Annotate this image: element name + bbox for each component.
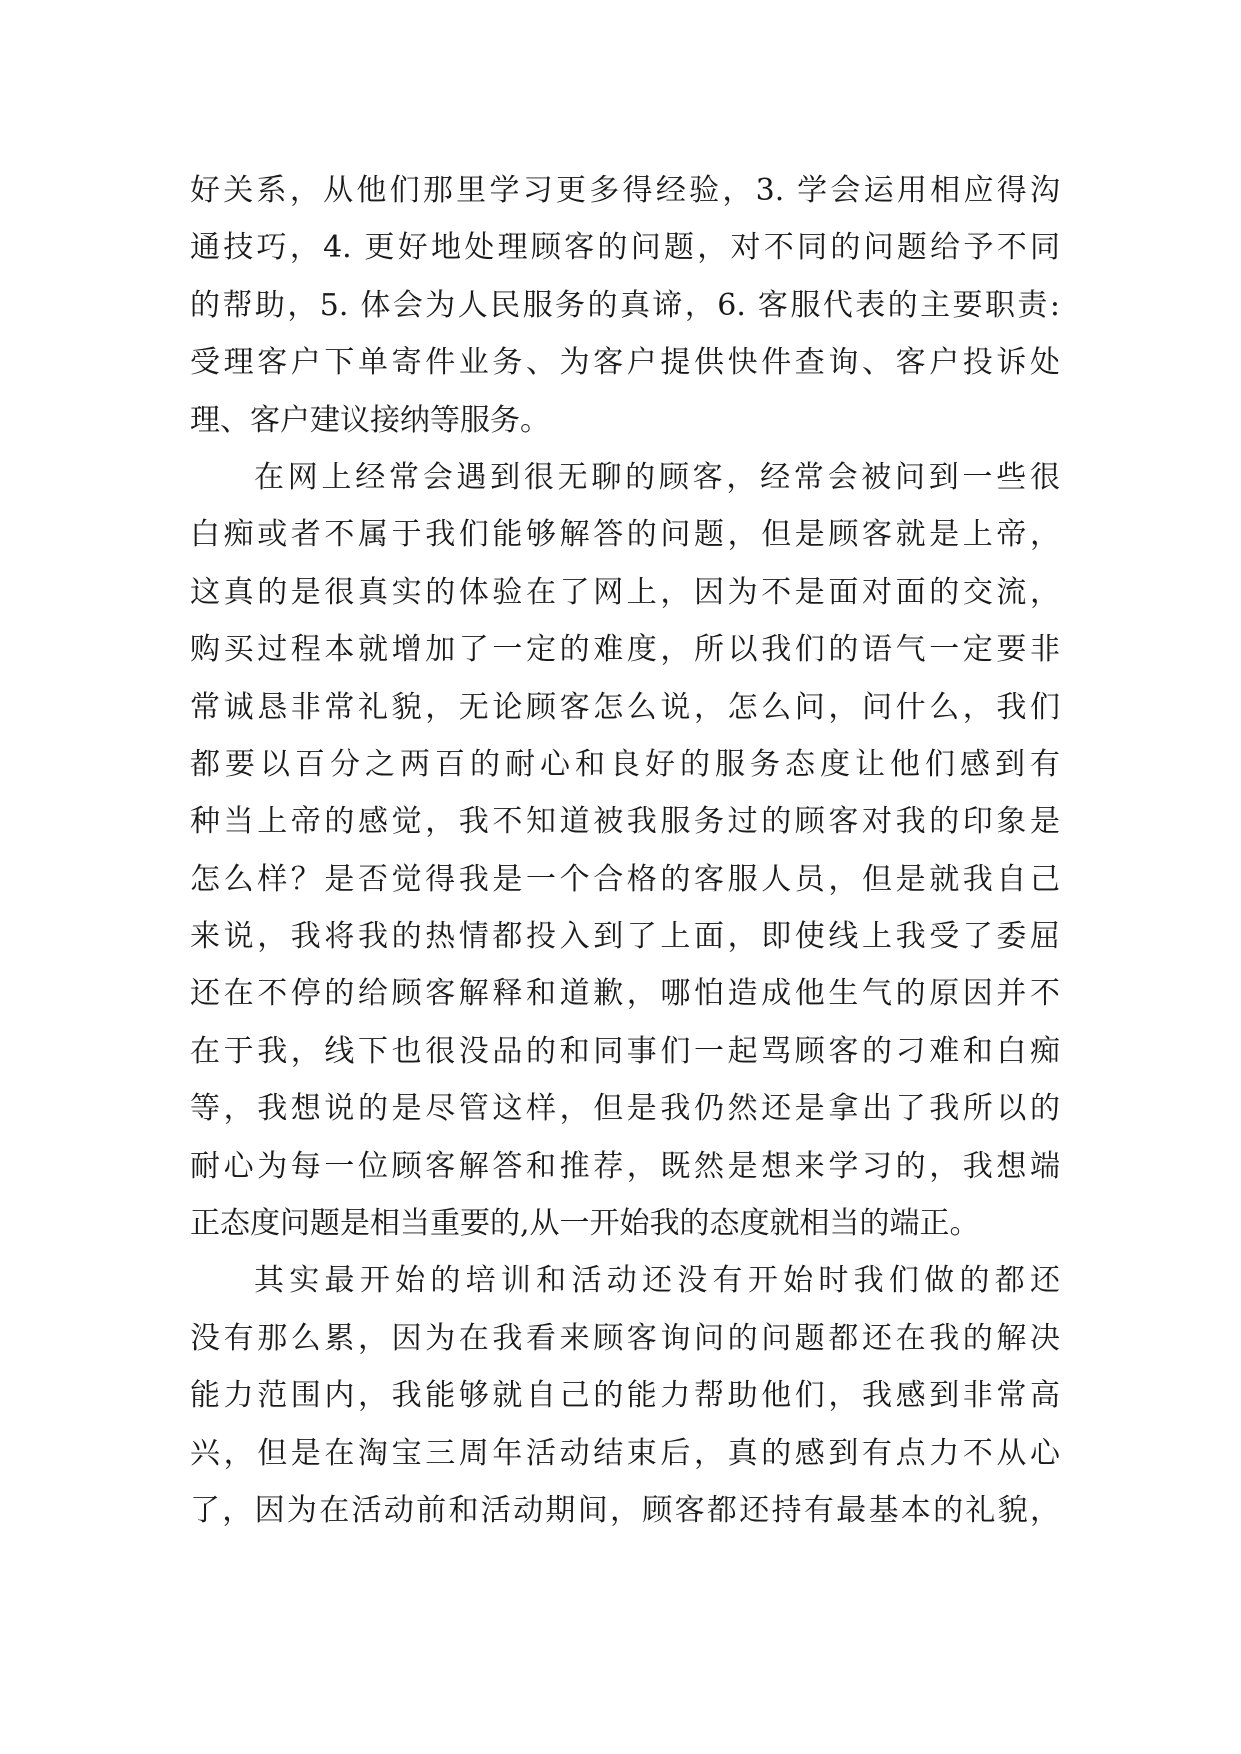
text-line: 这真的是很真实的体验在了网上，因为不是面对面的交流， — [190, 574, 1060, 610]
paragraph — [190, 162, 1060, 449]
paragraph — [190, 1252, 1060, 1539]
text-line: 还在不停的给顾客解释和道歉，哪怕造成他生气的原因并不 — [190, 976, 1060, 1012]
text-line: 能力范围内，我能够就自己的能力帮助他们，我感到非常高 — [190, 1378, 1060, 1414]
text-line: 种当上帝的感觉，我不知道被我服务过的顾客对我的印象是 — [190, 804, 1060, 840]
text-line: 好关系，从他们那里学习更多得经验，3. 学会运用相应得沟 — [190, 173, 1060, 208]
text-line: 在于我，线下也很没品的和同事们一起骂顾客的刁难和白痴 — [190, 1033, 1060, 1069]
text-line: 没有那么累，因为在我看来顾客询问的问题都还在我的解决 — [190, 1320, 1060, 1356]
text-line: 兴，但是在淘宝三周年活动结束后，真的感到有点力不从心 — [190, 1435, 1060, 1471]
text-line: 的帮助，5. 体会为人民服务的真谛，6. 客服代表的主要职责: — [190, 287, 1060, 323]
document-body — [190, 162, 1060, 1539]
text-line: 理、客户建议接纳等服务。 — [190, 402, 550, 438]
text-line: 都要以百分之两百的耐心和良好的服务态度让他们感到有 — [190, 746, 1060, 782]
text-line: 怎么样？是否觉得我是一个合格的客服人员，但是就我自己 — [190, 861, 1060, 897]
text-line: 来说，我将我的热情都投入到了上面，即使线上我受了委屈 — [190, 919, 1060, 955]
text-line: 通技巧，4. 更好地处理顾客的问题，对不同的问题给予不同 — [190, 230, 1060, 266]
text-line: 受理客户下单寄件业务、为客户提供快件查询、客户投诉处 — [190, 345, 1060, 381]
text-line: 其实最开始的培训和活动还没有开始时我们做的都还 — [254, 1263, 1060, 1299]
text-line: 了，因为在活动前和活动期间，顾客都还持有最基本的礼貌， — [190, 1492, 1060, 1528]
text-line: 在网上经常会遇到很无聊的顾客，经常会被问到一些很 — [254, 459, 1060, 495]
text-line: 耐心为每一位顾客解答和推荐，既然是想来学习的，我想端 — [190, 1148, 1060, 1184]
text-line: 白痴或者不属于我们能够解答的问题，但是顾客就是上帝， — [190, 517, 1060, 553]
paragraph — [190, 449, 1060, 1252]
text-line: 正态度问题是相当重要的,从一开始我的态度就相当的端正。 — [190, 1206, 980, 1242]
text-line: 购买过程本就增加了一定的难度，所以我们的语气一定要非 — [190, 632, 1060, 668]
text-line: 常诚恳非常礼貌，无论顾客怎么说，怎么问，问什么，我们 — [190, 689, 1060, 725]
text-line: 等，我想说的是尽管这样，但是我仍然还是拿出了我所以的 — [190, 1091, 1060, 1127]
